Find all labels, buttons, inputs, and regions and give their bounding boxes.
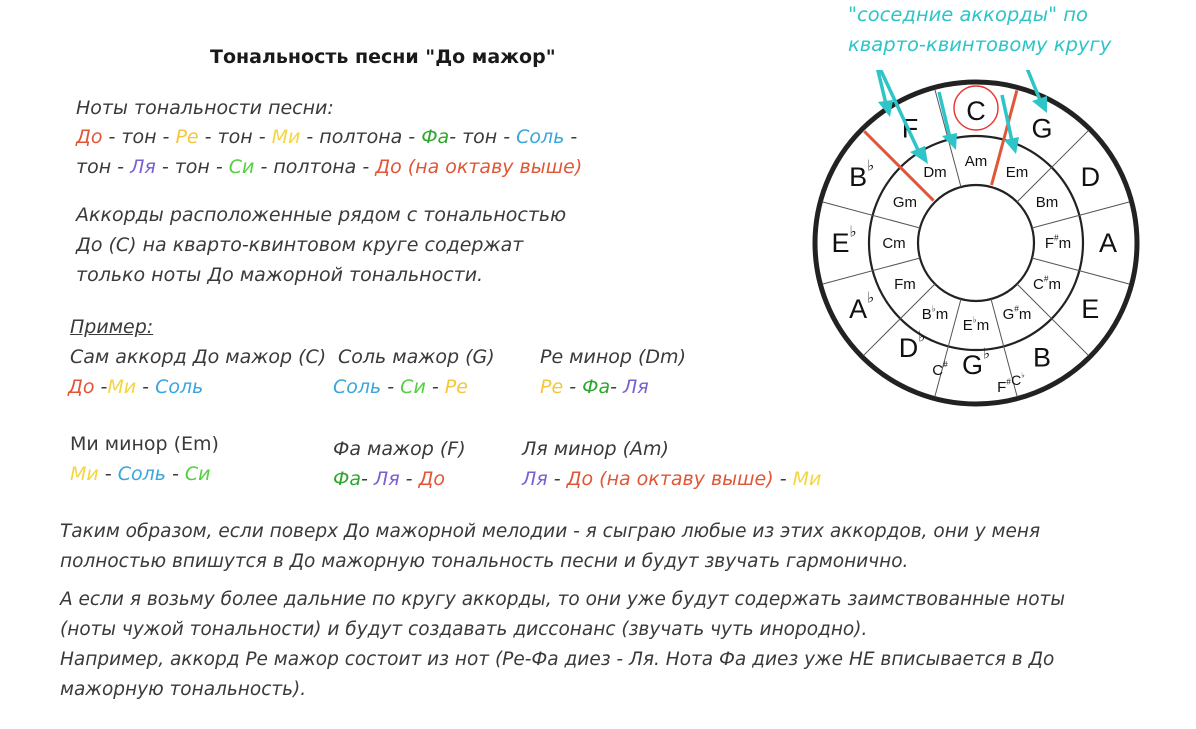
note-separator: - — [165, 463, 185, 485]
callout-line: кварто-квинтовому кругу — [848, 33, 1112, 56]
note-sol: Соль — [333, 376, 382, 398]
note-sol: Соль — [155, 376, 204, 398]
note-separator: - — [425, 376, 445, 398]
note-si: Си — [184, 463, 211, 485]
note-re: Ре — [444, 376, 468, 398]
note-fa: Фа — [582, 376, 611, 398]
major-key-label: B♭ — [849, 158, 875, 192]
major-key-label: G♭ — [961, 346, 991, 380]
major-key-label: A — [1098, 228, 1118, 258]
note-sol: Соль — [516, 126, 565, 148]
note-si: Си — [228, 156, 255, 178]
note-la: Ля — [373, 468, 400, 490]
conclusion-paragraph-1 — [60, 517, 1040, 577]
note-do: До — [68, 376, 95, 398]
note-re: Ре — [175, 126, 199, 148]
circle-of-fifths — [800, 70, 1160, 420]
minor-key-label: C#m — [1033, 273, 1061, 293]
major-key-label: E — [1081, 294, 1100, 324]
note-separator: - тон - — [155, 156, 229, 178]
chords-note-line-3: только ноты До мажорной тональности. — [76, 264, 484, 286]
conclusion-line: Таким образом, если поверх До мажорной мелодии - я сыграю любые из этих аккордов, они у меня — [60, 521, 1041, 542]
example-chord-name: Ре минор (Dm) — [540, 346, 686, 368]
note-do: До (на октаву выше) — [566, 468, 774, 490]
example-chord-notes — [333, 468, 445, 490]
conclusion-line: Например, аккорд Ре мажор состоит из нот (Ре-Фа диез - Ля. Нота Фа диез уже НЕ вписывается в До — [60, 649, 1055, 670]
note-la: Ля — [522, 468, 548, 490]
example-chord-notes — [333, 376, 468, 398]
page-title: Тональность песни "До мажор" — [210, 46, 556, 68]
note-mi: Ми — [70, 463, 99, 485]
callout-line: "соседние аккорды" по — [848, 3, 1088, 26]
enharmonic-key-label: C# — [932, 359, 948, 379]
note-mi: Ми — [271, 126, 301, 148]
note-separator: - — [399, 468, 419, 490]
minor-key-label: E♭m — [962, 314, 990, 334]
note-separator: тон - — [76, 156, 131, 178]
inner-ring — [918, 185, 1034, 301]
note-separator: - тон - — [102, 126, 176, 148]
note-separator: - полтона - — [300, 126, 422, 148]
minor-key-label: Am — [964, 152, 988, 170]
note-re: Ре — [540, 376, 564, 398]
minor-key-label: Cm — [882, 234, 906, 252]
note-do: До — [418, 468, 446, 490]
note-do: До — [76, 126, 103, 148]
note-separator: - — [94, 376, 108, 398]
note-mi: Ми — [107, 376, 137, 398]
note-do: До (на октаву выше) — [375, 156, 583, 178]
minor-key-label: Fm — [894, 275, 916, 293]
example-chord-name: Соль мажор (G) — [338, 346, 495, 368]
note-sol: Соль — [117, 463, 166, 485]
note-separator: - полтона - — [254, 156, 376, 178]
major-key-label: D — [1080, 162, 1101, 192]
major-key-label: D♭ — [898, 329, 926, 363]
minor-key-label: G#m — [1002, 303, 1032, 323]
note-separator: - — [136, 376, 156, 398]
conclusion-paragraph-2 — [60, 585, 1065, 705]
minor-key-label: F#m — [1044, 232, 1072, 252]
example-chord-name: Ми минор (Em) — [70, 433, 219, 455]
example-chord-notes — [68, 376, 203, 398]
note-separator: - — [98, 463, 118, 485]
neighbor-chords-callout — [848, 0, 1111, 60]
scale-heading: Ноты тональности песни: — [76, 97, 334, 119]
minor-key-label: Em — [1005, 163, 1029, 181]
note-separator: - — [361, 468, 374, 490]
example-chord-name: Сам аккорд До мажор (С) — [70, 346, 327, 368]
example-chord-notes — [540, 376, 649, 398]
example-chord-notes — [522, 468, 821, 490]
conclusion-line: (ноты чужой тональности) и будут создавать диссонанс (звучать чуть инородно). — [60, 619, 868, 640]
scale-line-2 — [76, 156, 582, 178]
minor-key-label: B♭m — [921, 303, 949, 323]
conclusion-line: полностью впишутся в До мажорную тональность песни и будут звучать гармонично. — [60, 551, 909, 572]
example-label: Пример: — [70, 316, 154, 338]
note-fa: Фа — [333, 468, 361, 490]
major-key-label: C — [966, 96, 986, 126]
note-separator: - — [563, 376, 583, 398]
note-fa: Фа — [421, 126, 450, 148]
enharmonic-key-label: C♭ — [1011, 370, 1025, 388]
example-chord-name: Ля минор (Am) — [522, 438, 669, 460]
major-key-label: G — [1031, 113, 1053, 144]
note-si: Си — [400, 376, 426, 398]
note-separator: - тон - — [198, 126, 272, 148]
note-separator: - — [381, 376, 401, 398]
note-separator: - — [610, 376, 623, 398]
scale-line-1 — [76, 126, 577, 148]
note-mi: Ми — [792, 468, 822, 490]
example-chord-notes — [70, 463, 210, 485]
conclusion-line: мажорную тональность). — [60, 679, 307, 700]
minor-key-label: Dm — [923, 163, 947, 181]
note-la: Ля — [623, 376, 649, 398]
major-key-label: F — [901, 113, 919, 144]
major-key-label: B — [1032, 342, 1052, 373]
note-separator: - — [773, 468, 793, 490]
example-chord-name: Фа мажор (F) — [333, 438, 466, 460]
note-separator: - — [564, 126, 578, 148]
note-separator: - — [547, 468, 567, 490]
chords-note-line-1: Аккорды расположенные рядом с тональностью — [76, 204, 567, 226]
major-key-label: E♭ — [831, 224, 857, 258]
note-la: Ля — [130, 156, 156, 178]
note-separator: - тон - — [449, 126, 517, 148]
chords-note-line-2: До (С) на кварто-квинтовом круге содержат — [76, 234, 524, 256]
major-key-label: A♭ — [849, 290, 875, 324]
minor-key-label: Gm — [892, 193, 918, 211]
minor-key-label: Bm — [1035, 193, 1059, 211]
enharmonic-key-label: F# — [997, 376, 1011, 396]
conclusion-line: А если я возьму более дальние по кругу аккорды, то они уже будут содержать заимствованные ноты — [60, 589, 1065, 610]
